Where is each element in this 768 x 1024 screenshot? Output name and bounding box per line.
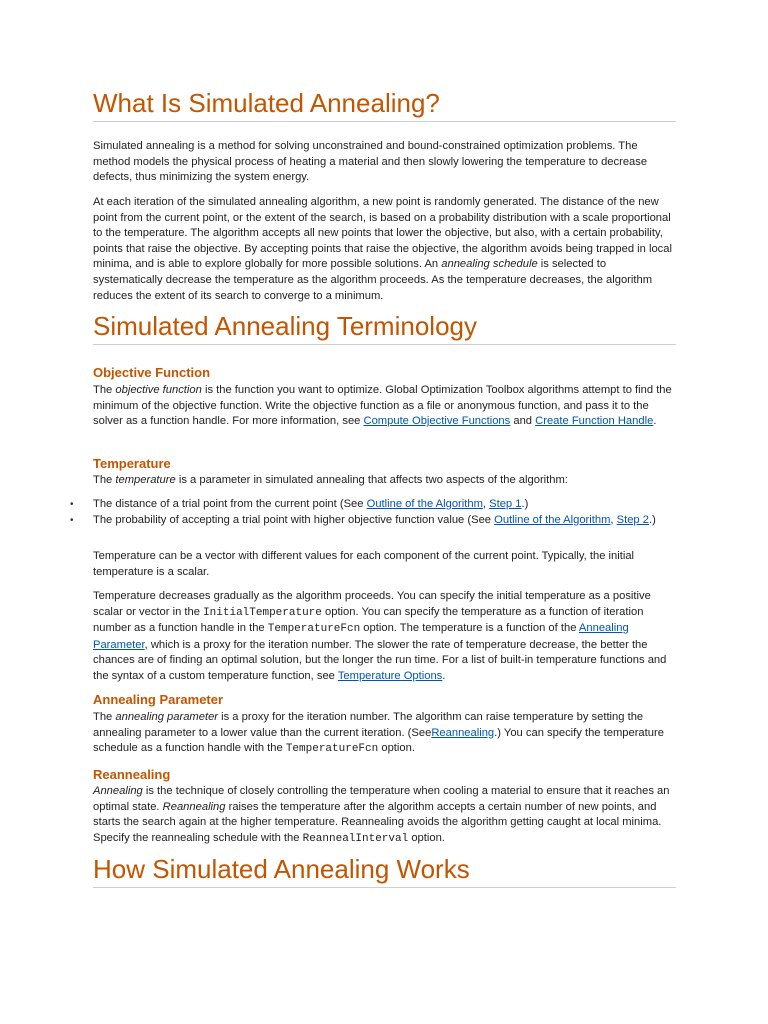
create-function-handle-link[interactable]: Create Function Handle (535, 415, 654, 428)
temperature-text-1: The (93, 474, 116, 486)
step-1-link[interactable]: Step 1 (489, 498, 522, 510)
iteration-text-a: At each iteration of the simulated annealing algorithm, a new point is randomly generated. The distance of the new point from the current point, or the extent of the search, is based on a probability distribution with a scale proportional to the temperature. The algorithm accepts all new points that lower the objective, but also, with a certain probability, points that raise the objective. By accepting points that raise the objective, the algorithm avoids being trapped in local minima, and is able to explore globally for more possible solutions. An (93, 196, 672, 271)
annealing-text-2: is a proxy for the iteration number. The algorithm can raise temperature by setting the annealing parameter to a lower value than the current iteration. (See (93, 711, 644, 739)
annealing-parameter-heading: Annealing Parameter (93, 692, 224, 707)
list-item (70, 497, 676, 513)
initial-temperature-code: InitialTemperature (203, 606, 322, 619)
objective-text-1: The (93, 384, 116, 396)
annealing-text-4: option. (378, 742, 415, 755)
temp-decrease-text-e: . (442, 669, 446, 682)
reannealing-term: Reannealing (162, 800, 226, 813)
iteration-text-b: is selected to systematically decrease the temperature as the algorithm proceeds. As the temperature decreases, the algorithm reduces the extent of its search to converge to a minimum. (93, 258, 653, 302)
reannealing-text-3: option. (408, 831, 445, 844)
temp-decrease-text-a: Temperature decreases gradually as the algorithm proceeds. You can specify the initial temperature as a positive scalar or vector in the (93, 590, 651, 618)
annealing-parameter-link[interactable]: Annealing Parameter (93, 622, 629, 651)
bullet-icon: • (70, 499, 74, 510)
objective-text-3: and (510, 415, 536, 428)
annealing-parameter-term: annealing parameter (115, 711, 219, 723)
bullet1-sep: , (482, 498, 490, 510)
step-2-link[interactable]: Step 2 (616, 513, 649, 526)
annealing-schedule-term: annealing schedule (441, 258, 538, 271)
intro-paragraph (93, 139, 676, 186)
temp-decrease-text-b: option. You can specify the temperature as a function of iteration number as a function handle in the (93, 605, 644, 635)
annealing-parameter-paragraph (93, 710, 676, 758)
objective-text-2: is the function you want to optimize. Global Optimization Toolbox algorithms attempt to find the minimum of the objective function. Write the objective function as a file or anonymous function, and pass it to the solver as a function handle. For more information, see (93, 384, 672, 428)
compute-objective-functions-link[interactable]: Compute Objective Functions (363, 415, 511, 428)
temperature-intro-paragraph (93, 473, 676, 489)
outline-of-algorithm-link-2[interactable]: Outline of the Algorithm (494, 513, 611, 526)
bullet2-sep: , (610, 513, 617, 526)
objective-function-term: objective function (115, 384, 202, 396)
bullet-icon: • (70, 514, 74, 526)
iteration-paragraph (93, 195, 676, 304)
terminology-title: Simulated Annealing Terminology (93, 310, 676, 345)
objective-function-heading: Objective Function (93, 365, 211, 380)
objective-function-paragraph (93, 383, 676, 430)
list-item (70, 513, 676, 529)
temperature-text-2: is a parameter in simulated annealing that affects two aspects of the algorithm: (175, 474, 568, 486)
reannealing-text-1: is the technique of closely controlling the temperature when cooling a material to ensure that it reaches an optimal state. (93, 785, 670, 813)
bullet2-text: The probability of accepting a trial point with higher objective function value (See (93, 513, 495, 526)
reannealing-text-2: raises the temperature after the algorithm accepts a certain number of new points, and starts the search again at the higher temperature. Reannealing avoids the algorithm getting caught at local minima. Specify the reannealing schedule with the (93, 800, 662, 844)
temp-decrease-text-d: , which is a proxy for the iteration number. The slower the rate of temperature decrease, the better the chances are of finding an optimal solution, but the longer the run time. For a list of built-in temperature functions and the syntax of a custom temperature function, see (93, 638, 667, 682)
temperature-decrease-paragraph (93, 589, 676, 685)
how-it-works-title: How Simulated Annealing Works (93, 853, 676, 888)
reannealing-link[interactable]: Reannealing (431, 726, 495, 739)
intro-text: Simulated annealing is a method for solving unconstrained and bound-constrained optimization problems. The method models the physical process of heating a material and then slowly lowering the temperature to decrease defects, thus minimizing the system energy. (93, 140, 648, 184)
annealing-text-1: The (93, 711, 116, 723)
temperature-aspects-list (70, 497, 676, 528)
temperature-fcn-code: TemperatureFcn (267, 623, 361, 636)
reanneal-interval-code: ReannealInterval (302, 832, 409, 845)
temperature-options-link[interactable]: Temperature Options (337, 669, 443, 682)
annealing-text-3: .) You can specify the temperature schedule as a function handle with the (93, 726, 664, 755)
bullet2-end: .) (649, 513, 656, 526)
temperature-term: temperature (115, 474, 176, 486)
temp-decrease-text-c: option. The temperature is a function of the (360, 622, 579, 635)
reannealing-heading: Reannealing (93, 767, 171, 782)
temperature-fcn-code-2: TemperatureFcn (285, 743, 379, 756)
annealing-term: Annealing (93, 785, 143, 797)
temperature-heading: Temperature (93, 456, 171, 471)
bullet1-text: The distance of a trial point from the current point (See (93, 498, 367, 510)
objective-text-4: . (653, 415, 657, 428)
reannealing-paragraph (93, 784, 676, 847)
temperature-vector-paragraph: Temperature can be a vector with different values for each component of the current point. Typically, the initial temperature is a scalar. (93, 550, 635, 578)
bullet1-end: .) (521, 498, 529, 510)
page-title: What Is Simulated Annealing? (93, 87, 676, 122)
outline-of-algorithm-link-1[interactable]: Outline of the Algorithm (366, 498, 483, 510)
